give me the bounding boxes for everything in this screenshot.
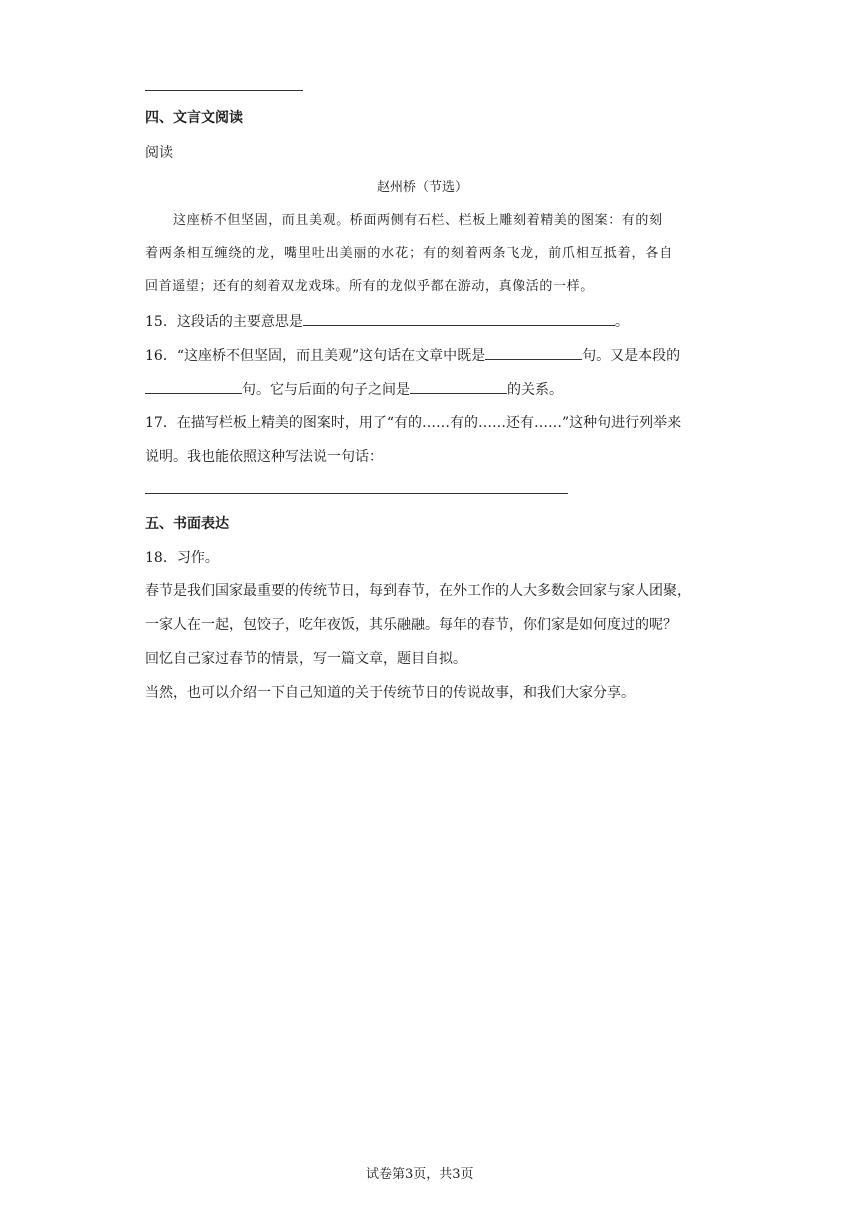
essay-prompt-line: 春节是我们国家最重要的传统节日，每到春节，在外工作的人大多数会回家与家人团聚， bbox=[145, 583, 691, 599]
answer-blank[interactable] bbox=[485, 345, 582, 360]
passage-line: 回首遥望；还有的刻着双龙戏珠。所有的龙似乎都在游动，真像活的一样。 bbox=[145, 279, 594, 294]
passage-line: 这座桥不但坚固，而且美观。桥面两侧有石栏、栏板上雕刻着精美的图案：有的刻 bbox=[173, 213, 663, 228]
answer-line-q17[interactable] bbox=[145, 493, 568, 494]
essay-prompt-line: 一家人在一起，包饺子，吃年夜饭，其乐融融。每年的春节，你们家是如何度过的呢？ bbox=[145, 617, 677, 633]
question-16-text: 的关系。 bbox=[507, 382, 563, 398]
answer-line-top bbox=[145, 90, 303, 91]
answer-blank[interactable] bbox=[303, 311, 615, 326]
essay-prompt-line: 回忆自己家过春节的情景，写一篇文章，题目自拟。 bbox=[145, 651, 467, 667]
answer-blank[interactable] bbox=[410, 379, 507, 394]
section-heading-written-expression: 五、书面表达 bbox=[145, 516, 229, 532]
question-15 bbox=[145, 311, 629, 331]
question-17-line-2: 说明。我也能依照这种写法说一句话： bbox=[145, 449, 383, 465]
question-16-line-2 bbox=[145, 379, 563, 399]
question-17-line-1: 17．在描写栏板上精美的图案时，用了“有的……有的……还有……”这种句进行列举来 bbox=[145, 415, 682, 431]
page-footer: 试卷第3页，共3页 bbox=[366, 1167, 474, 1182]
passage-line: 着两条相互缠绕的龙，嘴里吐出美丽的水花；有的刻着两条飞龙，前爪相互抵着，各自 bbox=[145, 246, 674, 261]
question-15-text: 15．这段话的主要意思是 bbox=[145, 314, 303, 330]
question-16-text: 16．“这座桥不但坚固，而且美观”这句话在文章中既是 bbox=[145, 348, 486, 364]
question-16-text: 句。它与后面的句子之间是 bbox=[242, 382, 410, 398]
question-16-text: 句。又是本段的 bbox=[582, 348, 681, 364]
section-heading-classical-reading: 四、文言文阅读 bbox=[145, 110, 243, 126]
passage-title: 赵州桥（节选） bbox=[377, 180, 469, 195]
question-18: 18．习作。 bbox=[145, 550, 219, 566]
essay-prompt-line: 当然，也可以介绍一下自己知道的关于传统节日的传说故事，和我们大家分享。 bbox=[145, 685, 635, 701]
reading-intro: 阅读 bbox=[145, 145, 173, 161]
question-16-line-1 bbox=[145, 345, 680, 365]
answer-blank[interactable] bbox=[145, 379, 242, 394]
question-15-end: 。 bbox=[614, 314, 629, 330]
